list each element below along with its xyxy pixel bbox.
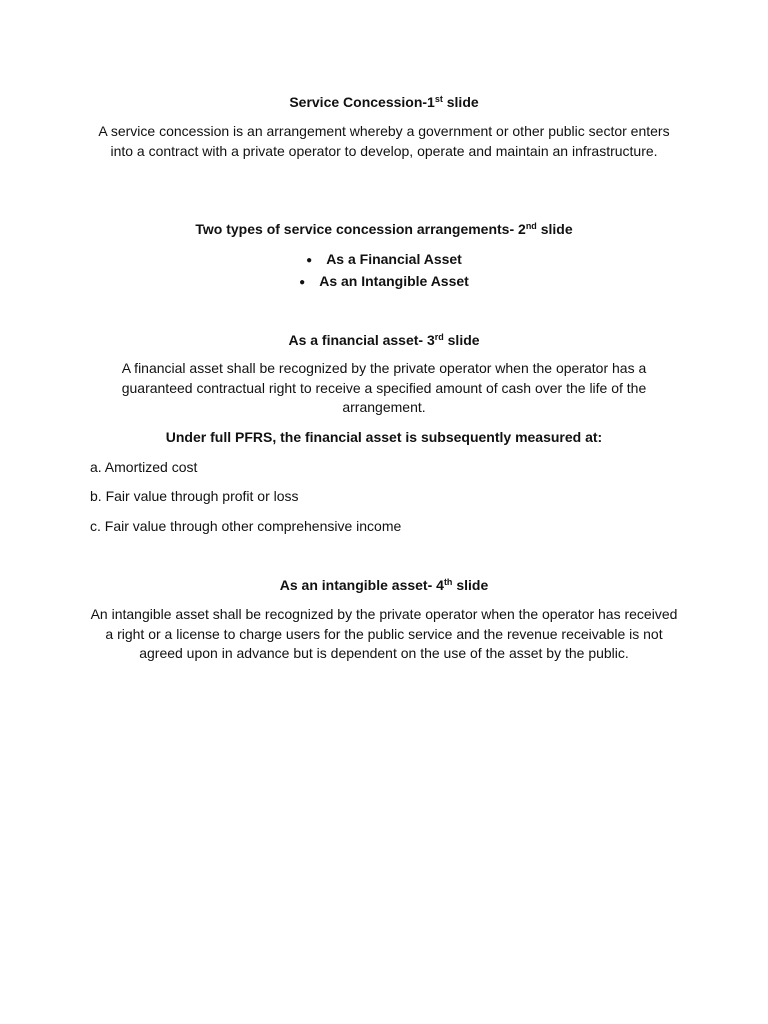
slide-2-heading-ordinal: nd [525, 221, 537, 231]
slide-4-heading [0, 576, 768, 594]
measurement-item: b. Fair value through profit or loss [90, 488, 299, 504]
slide-3-heading [0, 331, 768, 349]
slide-4-body: An intangible asset shall be recognized by the private operator when the operator has received a right or a license to charge users for the public service and the revenue receivable is not agreed upon in advance but is dependent on the use of the asset by the public. [90, 606, 678, 661]
slide-4-heading-text: As an intangible asset- 4 [279, 577, 444, 593]
measurement-subheading: Under full PFRS, the financial asset is subsequently measured at: [165, 429, 603, 445]
slide-2-heading-tail: slide [536, 221, 573, 237]
slide-3-body: A financial asset shall be recognized by the private operator when the operator has a guaranteed contractual right to receive a specified amount of cash over the life of the arrangement. [121, 360, 647, 415]
slide-2-heading [0, 220, 768, 238]
list-item [0, 249, 768, 271]
slide-3-heading-text: As a financial asset- 3 [288, 332, 435, 348]
list-item-label: As a Financial Asset [326, 251, 462, 267]
slide-4-heading-ordinal: th [443, 577, 453, 587]
measurement-item: c. Fair value through other comprehensive income [90, 518, 402, 534]
slide-1-body: A service concession is an arrangement whereby a government or other public sector enters into a contract with a private operator to develop, operate and maintain an infrastructure. [98, 123, 670, 159]
slide-1-heading-text: Service Concession-1 [289, 94, 435, 110]
list-item-label: As an Intangible Asset [319, 273, 469, 289]
slide-1-heading-tail: slide [442, 94, 479, 110]
bullet-icon: ● [306, 255, 313, 266]
slide-1-heading-ordinal: st [434, 94, 443, 104]
bullet-icon: ● [299, 277, 306, 288]
slide-3-heading-tail: slide [443, 332, 480, 348]
measurement-item: a. Amortized cost [90, 459, 198, 475]
concession-types-list [0, 249, 768, 293]
slide-4-heading-tail: slide [452, 577, 489, 593]
slide-3-heading-ordinal: rd [434, 332, 444, 342]
list-item [0, 271, 768, 293]
slide-2-heading-text: Two types of service concession arrangements- 2 [195, 221, 526, 237]
slide-1-heading [0, 93, 768, 111]
